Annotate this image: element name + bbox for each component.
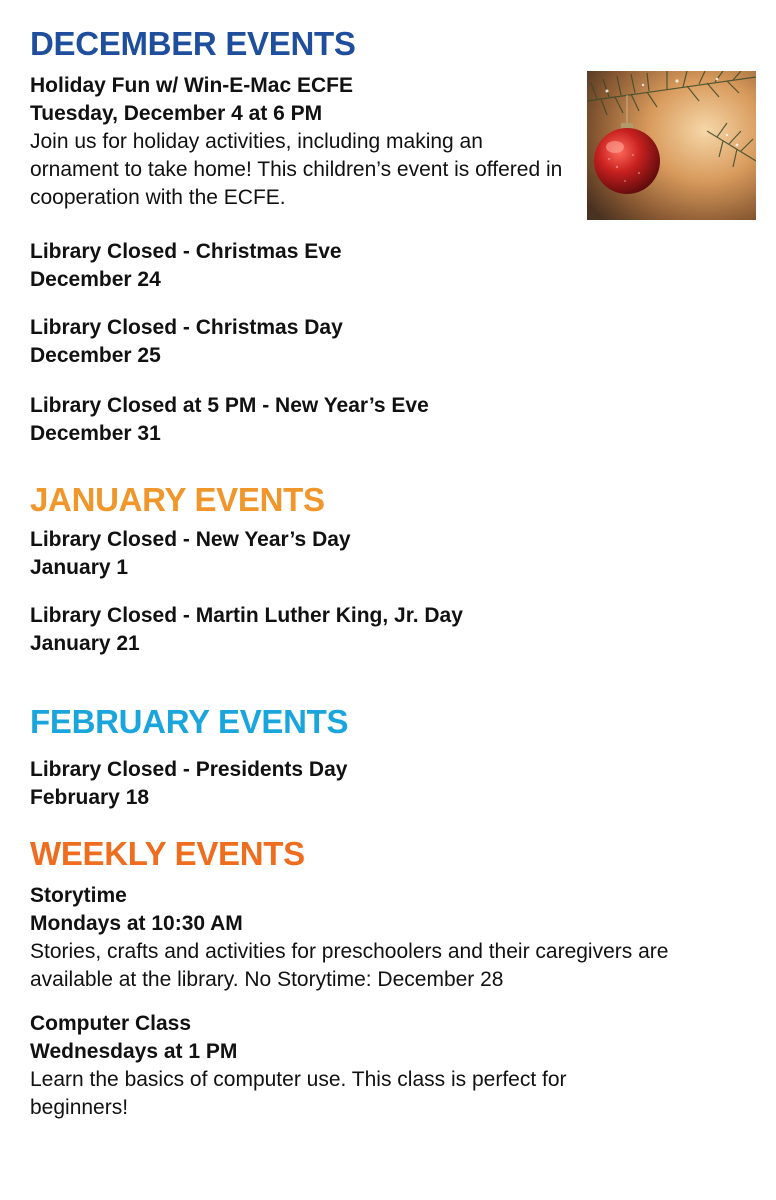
event-description: Join us for holiday activities, including making an ornament to take home! This children’s event is offered in cooperation with the ECFE. bbox=[30, 130, 563, 209]
february-section bbox=[30, 700, 760, 812]
event-when: December 24 bbox=[30, 268, 161, 291]
event-storytime bbox=[30, 882, 670, 994]
weekly-heading: WEEKLY EVENTS bbox=[30, 835, 305, 872]
event-when: December 25 bbox=[30, 344, 161, 367]
event-when: February 18 bbox=[30, 786, 150, 809]
event-mlk-day bbox=[30, 602, 760, 658]
event-christmas-day bbox=[30, 314, 760, 370]
event-title: Holiday Fun w/ Win-E-Mac ECFE bbox=[30, 74, 353, 97]
event-description: Learn the basics of computer use. This class is perfect for beginners! bbox=[30, 1068, 567, 1119]
event-title: Computer Class bbox=[30, 1012, 192, 1035]
event-computer-class bbox=[30, 1010, 610, 1122]
event-when: Tuesday, December 4 at 6 PM bbox=[30, 102, 323, 125]
event-when: January 21 bbox=[30, 632, 140, 655]
event-presidents-day bbox=[30, 756, 760, 812]
ornament-icon bbox=[587, 71, 756, 220]
event-holiday-fun bbox=[30, 72, 575, 212]
weekly-section bbox=[30, 832, 760, 1122]
event-new-years-day bbox=[30, 526, 760, 582]
event-new-years-eve bbox=[30, 392, 760, 448]
ornament-photo bbox=[587, 71, 756, 220]
january-heading: JANUARY EVENTS bbox=[30, 481, 325, 518]
event-when: Mondays at 10:30 AM bbox=[30, 912, 243, 935]
event-when: January 1 bbox=[30, 556, 129, 579]
event-title: Library Closed - Christmas Eve bbox=[30, 240, 342, 263]
event-title: Library Closed - Christmas Day bbox=[30, 316, 343, 339]
event-title: Library Closed - New Year’s Day bbox=[30, 528, 351, 551]
event-when: December 31 bbox=[30, 422, 161, 445]
event-title: Storytime bbox=[30, 884, 127, 907]
february-heading: FEBRUARY EVENTS bbox=[30, 703, 349, 740]
event-title: Library Closed at 5 PM - New Year’s Eve bbox=[30, 394, 429, 417]
event-when: Wednesdays at 1 PM bbox=[30, 1040, 238, 1063]
event-description: Stories, crafts and activities for preschoolers and their caregivers are available at the library. No Storytime: December 28 bbox=[30, 940, 669, 991]
december-heading: DECEMBER EVENTS bbox=[30, 25, 356, 62]
january-section bbox=[30, 478, 760, 658]
event-title: Library Closed - Martin Luther King, Jr. Day bbox=[30, 604, 463, 627]
event-title: Library Closed - Presidents Day bbox=[30, 758, 348, 781]
event-christmas-eve bbox=[30, 238, 760, 294]
